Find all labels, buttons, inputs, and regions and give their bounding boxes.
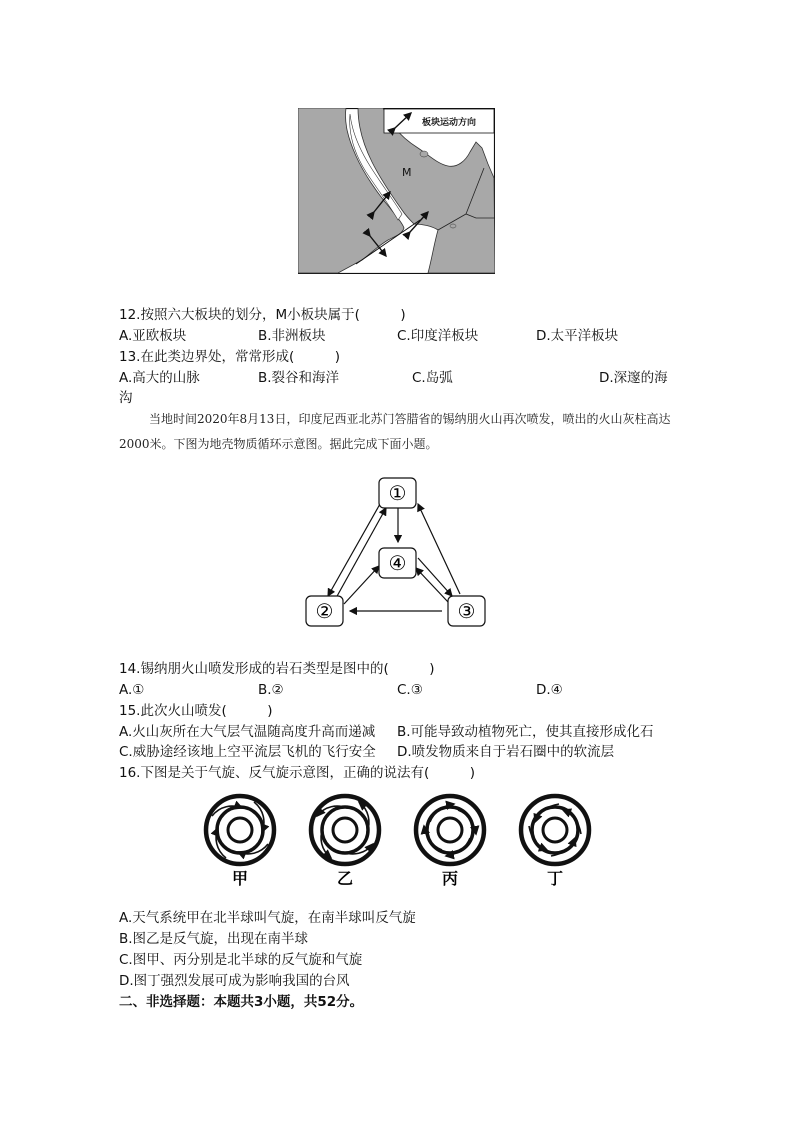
q14-option-b[interactable]: B.② <box>258 682 284 698</box>
q15-stem: 15.此次火山喷发( ) <box>119 703 273 719</box>
q16-option-c[interactable]: C.图甲、丙分别是北半球的反气旋和气旋 <box>119 952 363 968</box>
plate-map-figure <box>298 108 495 274</box>
reading-passage: 当地时间2020年8月13日，印度尼西亚北苏门答腊省的锡纳朋火山再次喷发，喷出的火山灰柱高达2000米。下图为地壳物质循环示意图。据此完成下面小题。 <box>119 412 671 451</box>
figure-label-jia: 甲 <box>231 869 249 888</box>
q13-option-b[interactable]: B.裂谷和海洋 <box>258 370 340 386</box>
q13-stem: 13.在此类边界处，常常形成( ) <box>119 349 341 365</box>
q14-option-d[interactable]: D.④ <box>536 682 563 698</box>
cycle-node-3: ③ <box>457 599 476 623</box>
q16-option-d[interactable]: D.图丁强烈发展可成为影响我国的台风 <box>119 973 350 989</box>
q13-option-d[interactable]: D.深邃的海 <box>599 370 668 386</box>
q15-option-b[interactable]: B.可能导致动植物死亡，使其直接形成化石 <box>397 724 654 740</box>
rock-cycle-diagram <box>300 474 495 632</box>
q12-option-d[interactable]: D.太平洋板块 <box>536 328 619 344</box>
legend-label: 板块运动方向 <box>422 118 477 128</box>
figure-label-yi: 乙 <box>336 869 354 888</box>
figure-label-bing: 丙 <box>441 869 459 888</box>
q14-stem: 14.锡纳朋火山喷发形成的岩石类型是图中的( ) <box>119 661 435 677</box>
q14-option-a[interactable]: A.① <box>119 682 145 698</box>
q15-option-d[interactable]: D.喷发物质来自于岩石圈中的软流层 <box>397 744 615 760</box>
q13-option-c[interactable]: C.岛弧 <box>412 370 453 386</box>
q13-option-a[interactable]: A.高大的山脉 <box>119 370 200 386</box>
q12-option-b[interactable]: B.非洲板块 <box>258 328 326 344</box>
q16-option-a[interactable]: A.天气系统甲在北半球叫气旋，在南半球叫反气旋 <box>119 910 416 926</box>
q16-option-b[interactable]: B.图乙是反气旋，出现在南半球 <box>119 931 309 947</box>
figure-label-ding: 丁 <box>546 869 564 888</box>
q15-option-a[interactable]: A.火山灰所在大气层气温随高度升高而递减 <box>119 724 376 740</box>
cycle-node-1: ① <box>388 481 407 505</box>
q12-option-a[interactable]: A.亚欧板块 <box>119 328 187 344</box>
cycle-node-2: ② <box>315 599 334 623</box>
cyclone-figure <box>200 790 610 890</box>
section-heading: 二、非选择题：本题共3小题，共52分。 <box>119 994 364 1010</box>
q15-option-c[interactable]: C.威胁途经该地上空平流层飞机的飞行安全 <box>119 744 376 760</box>
q12-option-c[interactable]: C.印度洋板块 <box>397 328 479 344</box>
cycle-node-4: ④ <box>388 551 407 575</box>
plate-m-label: M <box>402 166 412 179</box>
q14-option-c[interactable]: C.③ <box>397 682 423 698</box>
q12-stem: 12.按照六大板块的划分，M小板块属于( ) <box>119 307 406 323</box>
q16-stem: 16.下图是关于气旋、反气旋示意图，正确的说法有( ) <box>119 765 476 781</box>
q13-option-d-wrap: 沟 <box>119 390 133 406</box>
